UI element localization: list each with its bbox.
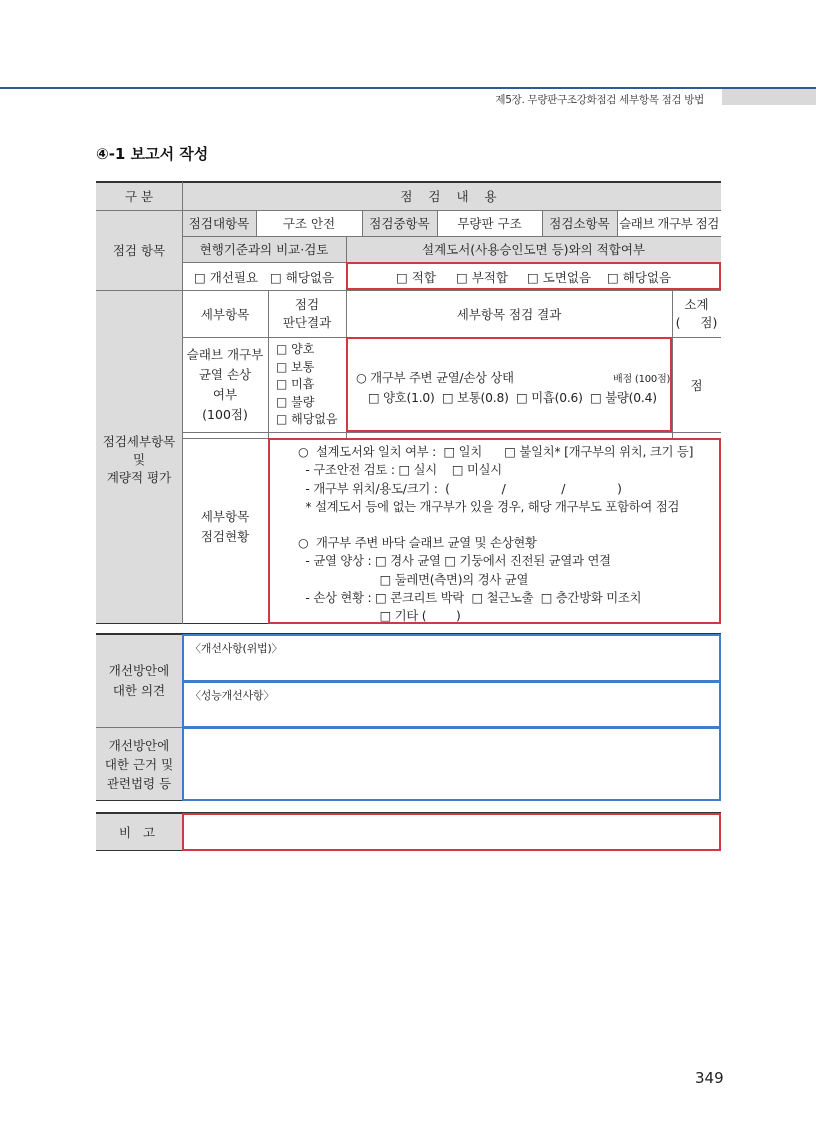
remarks-box[interactable] — [182, 813, 721, 851]
status-line: ○ 개구부 주변 바닥 슬래브 균열 및 손상현황 — [298, 536, 537, 551]
mid-item-label: 점검중항목 — [369, 216, 430, 231]
violation-label: 〈개선사항(위법)〉 — [190, 642, 283, 655]
chapter-title: 제5장. 무량판구조강화점검 세부항목 점검 방법 — [495, 94, 704, 106]
minor-item-value: 슬래브 개구부 점검 — [619, 216, 719, 231]
result-score-note: 배점 (100점) — [613, 374, 671, 385]
status-line: * 설계도서 등에 없는 개구부가 있을 경우, 해당 개구부도 포함하여 점검 — [298, 499, 680, 514]
result-header: 세부항목 점검 결과 — [456, 306, 562, 322]
sub-item-crack: 슬래브 개구부 균열 손상 여부 (100점) — [186, 347, 264, 422]
design-option-na[interactable]: □ 해당없음 — [607, 270, 672, 285]
contents-header: 점 검 내 용 — [400, 189, 503, 204]
design-doc-label: 설계도서(사용승인도면 등)와의 적합여부 — [422, 242, 645, 257]
status-line: - 개구부 위치/용도/크기 : ( / / ) — [298, 481, 622, 496]
current-option-improve[interactable]: □ 개선필요 — [194, 270, 259, 285]
header-rule — [0, 87, 816, 89]
design-fit-highlight — [346, 262, 721, 290]
judgment-normal[interactable]: □ 보통 — [276, 359, 315, 374]
performance-label: 〈성능개선사항〉 — [190, 689, 275, 702]
status-line: □ 둘레면(측면)의 경사 균열 — [298, 572, 529, 587]
design-option-nodrawing[interactable]: □ 도면없음 — [527, 270, 592, 285]
division-header: 구 분 — [124, 189, 154, 204]
status-line: - 구조안전 검토 : □ 실시 □ 미실시 — [298, 463, 502, 478]
result-title: ○ 개구부 주변 균열/손상 상태 — [356, 371, 514, 385]
mid-item-value: 무량판 구조 — [457, 216, 522, 231]
design-option-fit[interactable]: □ 적합 — [396, 270, 436, 285]
current-option-na[interactable]: □ 해당없음 — [270, 270, 335, 285]
basis-box[interactable] — [182, 727, 721, 801]
subtotal-header: 소계 ( 점) — [675, 296, 718, 330]
judgment-na[interactable]: □ 해당없음 — [276, 412, 338, 426]
judgment-options — [276, 341, 338, 429]
section-title: ④-1 보고서 작성 — [96, 145, 209, 163]
status-label: 세부항목 점검현황 — [200, 509, 250, 544]
design-option-unfit[interactable]: □ 부적합 — [456, 270, 509, 285]
improvement-opinion-label: 개선방안에 대한 의견 — [108, 662, 170, 698]
detail-eval-label: 점검세부항목 및 계량적 평가 — [102, 434, 176, 485]
judgment-good[interactable]: □ 양호 — [276, 342, 315, 356]
judgment-header: 점검 판단결과 — [282, 296, 332, 330]
status-line: - 균열 양상 : □ 경사 균열 □ 기둥에서 진전된 균열과 연결 — [298, 554, 611, 569]
improvement-basis-label: 개선방안에 대한 근거 및 관련법령 등 — [104, 737, 174, 791]
sub-item-header: 세부항목 — [200, 306, 250, 322]
status-line: ○ 설계도서와 일치 여부 : □ 일치 □ 불일치* [개구부의 위치, 크기 등] — [298, 445, 694, 459]
subtotal-unit: 점 — [690, 377, 703, 393]
status-line: - 손상 현황 : □ 콘크리트 박락 □ 철근노출 □ 층간방화 미조치 — [298, 591, 642, 606]
remarks-label: 비 고 — [118, 824, 160, 840]
result-highlight — [346, 337, 672, 432]
judgment-bad[interactable]: □ 불량 — [276, 394, 315, 409]
header-tab — [722, 89, 816, 105]
status-line: □ 기타 ( ) — [298, 609, 461, 624]
status-highlight — [268, 438, 721, 624]
page-number: 349 — [695, 1069, 724, 1087]
judgment-poor[interactable]: □ 미흡 — [276, 377, 315, 391]
major-item-label: 점검대항목 — [188, 216, 250, 231]
inspection-item-label: 점검 항목 — [112, 243, 166, 258]
major-item-value: 구조 안전 — [282, 216, 336, 231]
minor-item-label: 점검소항목 — [549, 216, 610, 231]
current-standard-label: 현행기준과의 비교·검토 — [199, 242, 329, 257]
result-options[interactable]: □ 양호(1.0) □ 보통(0.8) □ 미흡(0.6) □ 불량(0.4) — [368, 391, 657, 405]
